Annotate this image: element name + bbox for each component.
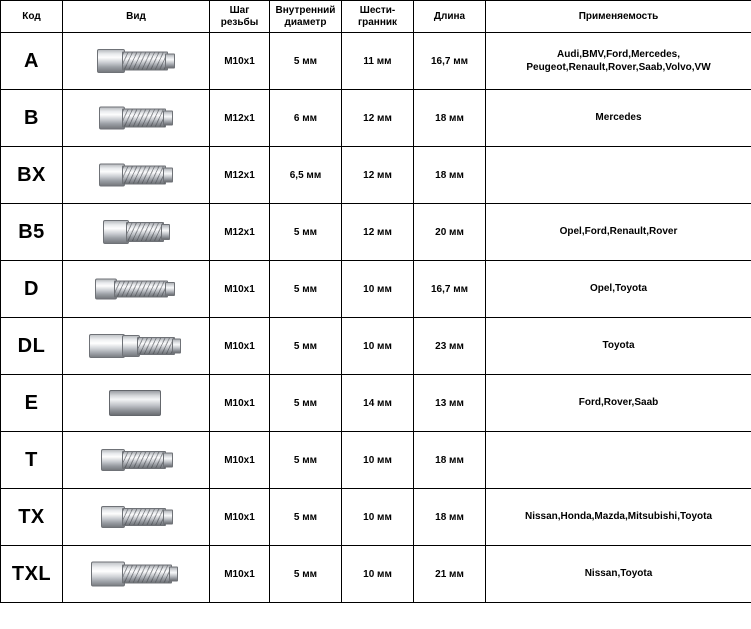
cell-applicability bbox=[486, 147, 751, 204]
cell-pitch: M10x1 bbox=[210, 489, 270, 546]
header-thread-pitch bbox=[210, 1, 270, 33]
cell-applicability bbox=[486, 90, 751, 147]
header-view bbox=[63, 1, 210, 33]
header-inner-diameter-line1: Внутренний bbox=[275, 5, 336, 16]
cell-pitch: M10x1 bbox=[210, 432, 270, 489]
applicability-line: Opel,Ford,Renault,Rover bbox=[559, 226, 678, 238]
cell-length: 18 мм bbox=[414, 147, 486, 204]
fitting-hex-thread-short-icon bbox=[71, 212, 201, 252]
cell-length: 18 мм bbox=[414, 90, 486, 147]
cell-inner: 5 мм bbox=[270, 375, 342, 432]
header-thread-pitch-line2: резьбы bbox=[220, 16, 259, 28]
cell-view bbox=[63, 432, 210, 489]
cell-applicability bbox=[486, 318, 751, 375]
cell-inner: 5 мм bbox=[270, 432, 342, 489]
cell-applicability bbox=[486, 375, 751, 432]
cell-length: 16,7 мм bbox=[414, 261, 486, 318]
applicability-line: Nissan,Toyota bbox=[584, 568, 653, 580]
cell-hex: 12 мм bbox=[342, 90, 414, 147]
cell-pitch: M10x1 bbox=[210, 261, 270, 318]
cell-applicability bbox=[486, 489, 751, 546]
applicability-line: Opel,Toyota bbox=[589, 283, 648, 295]
cell-inner: 5 мм bbox=[270, 204, 342, 261]
cell-hex: 14 мм bbox=[342, 375, 414, 432]
fitting-hex-thread-icon bbox=[71, 440, 201, 480]
cell-code: B5 bbox=[1, 204, 63, 261]
applicability-line: Toyota bbox=[602, 340, 635, 352]
applicability-line: Mercedes bbox=[595, 112, 642, 124]
cell-length: 21 мм bbox=[414, 546, 486, 603]
cell-hex: 12 мм bbox=[342, 147, 414, 204]
cell-pitch: M10x1 bbox=[210, 33, 270, 90]
cell-inner: 5 мм bbox=[270, 33, 342, 90]
fitting-block-icon bbox=[71, 383, 201, 423]
table-row bbox=[1, 33, 751, 90]
cell-applicability bbox=[486, 546, 751, 603]
header-length-label: Длина bbox=[433, 10, 466, 22]
cell-view bbox=[63, 147, 210, 204]
header-length bbox=[414, 1, 486, 33]
fitting-hex-thread-icon bbox=[71, 155, 201, 195]
cell-length: 18 мм bbox=[414, 432, 486, 489]
cell-view bbox=[63, 489, 210, 546]
table-row bbox=[1, 432, 751, 489]
table-header bbox=[1, 1, 751, 33]
applicability-line: Audi,BMV,Ford,Mercedes, bbox=[557, 48, 680, 60]
cell-view bbox=[63, 318, 210, 375]
cell-hex: 10 мм bbox=[342, 489, 414, 546]
table-row bbox=[1, 375, 751, 432]
cell-length: 18 мм bbox=[414, 489, 486, 546]
table-row bbox=[1, 147, 751, 204]
cell-view bbox=[63, 546, 210, 603]
cell-pitch: M12x1 bbox=[210, 147, 270, 204]
cell-code: T bbox=[1, 432, 63, 489]
applicability-line: Nissan,Honda,Mazda,Mitsubishi,Toyota bbox=[524, 511, 713, 523]
cell-code: B bbox=[1, 90, 63, 147]
header-code-label: Код bbox=[22, 10, 41, 22]
table-row bbox=[1, 261, 751, 318]
header-code bbox=[1, 1, 63, 33]
cell-view bbox=[63, 33, 210, 90]
cell-inner: 6 мм bbox=[270, 90, 342, 147]
cell-inner: 5 мм bbox=[270, 261, 342, 318]
cell-hex: 10 мм bbox=[342, 546, 414, 603]
applicability-line: Peugeot,Renault,Rover,Saab,Volvo,VW bbox=[526, 62, 711, 73]
cell-view bbox=[63, 261, 210, 318]
cell-applicability bbox=[486, 33, 751, 90]
cell-inner: 6,5 мм bbox=[270, 147, 342, 204]
header-thread-pitch-line1: Шаг bbox=[229, 5, 250, 16]
cell-code: D bbox=[1, 261, 63, 318]
cell-applicability bbox=[486, 261, 751, 318]
cell-inner: 5 мм bbox=[270, 546, 342, 603]
header-hex-line1: Шести- bbox=[359, 5, 396, 16]
fitting-collar-thread-icon bbox=[71, 554, 201, 594]
cell-pitch: M12x1 bbox=[210, 204, 270, 261]
cell-code: TX bbox=[1, 489, 63, 546]
cell-pitch: M12x1 bbox=[210, 90, 270, 147]
header-hex-line2: гранник bbox=[357, 16, 398, 28]
header-hex bbox=[342, 1, 414, 33]
cell-length: 13 мм bbox=[414, 375, 486, 432]
fitting-hex-thread-icon bbox=[71, 497, 201, 537]
table-row bbox=[1, 204, 751, 261]
table-row bbox=[1, 318, 751, 375]
cell-inner: 5 мм bbox=[270, 489, 342, 546]
cell-length: 23 мм bbox=[414, 318, 486, 375]
table-row bbox=[1, 546, 751, 603]
fitting-hex-thread-icon bbox=[71, 98, 201, 138]
cell-code: A bbox=[1, 33, 63, 90]
cell-view bbox=[63, 90, 210, 147]
fitting-long-collar-icon bbox=[71, 326, 201, 366]
header-inner-diameter-line2: диаметр bbox=[284, 16, 327, 28]
header-applicability bbox=[486, 1, 751, 33]
cell-length: 20 мм bbox=[414, 204, 486, 261]
header-row bbox=[1, 1, 751, 33]
cell-view bbox=[63, 375, 210, 432]
cell-hex: 10 мм bbox=[342, 261, 414, 318]
cell-view bbox=[63, 204, 210, 261]
cell-length: 16,7 мм bbox=[414, 33, 486, 90]
cell-pitch: M10x1 bbox=[210, 375, 270, 432]
cell-hex: 10 мм bbox=[342, 432, 414, 489]
applicability-line: Ford,Rover,Saab bbox=[578, 397, 659, 409]
cell-applicability bbox=[486, 204, 751, 261]
fitting-long-thread-icon bbox=[71, 269, 201, 309]
cell-applicability bbox=[486, 432, 751, 489]
header-inner-diameter bbox=[270, 1, 342, 33]
fitting-hex-thread-icon bbox=[71, 41, 201, 81]
cell-pitch: M10x1 bbox=[210, 546, 270, 603]
cell-code: BX bbox=[1, 147, 63, 204]
cell-code: E bbox=[1, 375, 63, 432]
cell-code: TXL bbox=[1, 546, 63, 603]
table-row bbox=[1, 489, 751, 546]
table-body bbox=[1, 33, 751, 603]
header-view-label: Вид bbox=[126, 10, 146, 22]
cell-pitch: M10x1 bbox=[210, 318, 270, 375]
cell-hex: 12 мм bbox=[342, 204, 414, 261]
header-applicability-label: Применяемость bbox=[578, 10, 659, 22]
cell-hex: 11 мм bbox=[342, 33, 414, 90]
cell-hex: 10 мм bbox=[342, 318, 414, 375]
cell-code: DL bbox=[1, 318, 63, 375]
table-row bbox=[1, 90, 751, 147]
cell-inner: 5 мм bbox=[270, 318, 342, 375]
